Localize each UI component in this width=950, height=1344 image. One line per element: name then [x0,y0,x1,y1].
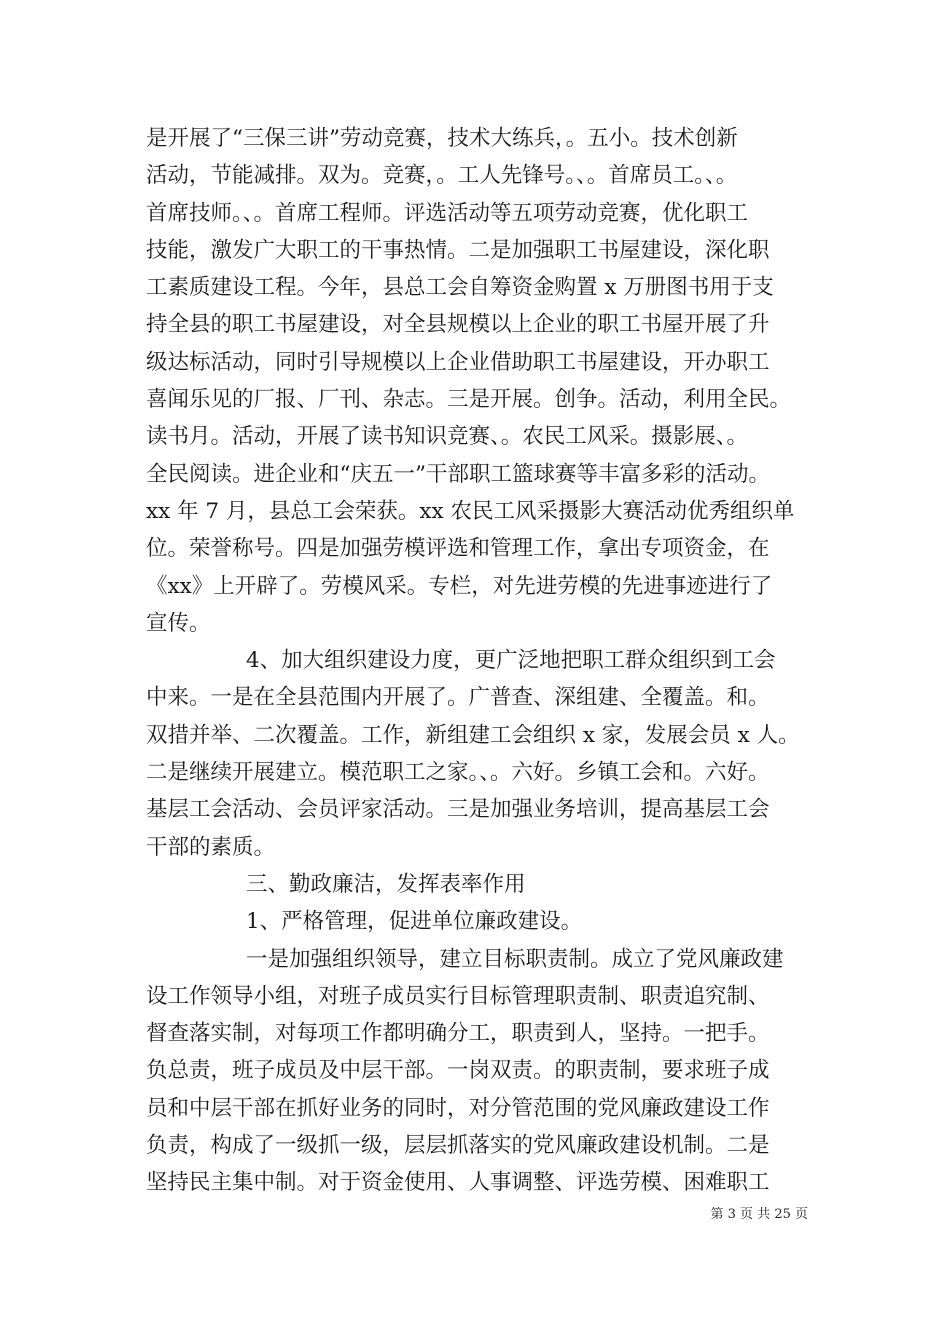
text-line: 持全县的职工书屋建设，对全县规模以上企业的职工书屋开展了升 [146,312,770,338]
subsection-heading: 1、严格管理，促进单位廉政建设。 [246,909,583,935]
paragraph-start-line: 一是加强组织领导，建立目标职责制。成立了党风廉政建 [246,946,784,972]
text-line: 员和中层干部在抓好业务的同时，对分管范围的党风廉政建设工作 [146,1095,770,1121]
text-line: 级达标活动，同时引导规模以上企业借助职工书屋建设，开办职工 [146,349,770,375]
paragraph-start-line: 4、加大组织建设力度，更广泛地把职工群众组织到工会 [246,648,776,674]
text-line: 位。荣誉称号。四是加强劳模评选和管理工作，拿出专项资金，在 [146,536,770,562]
text-line: 中来。一是在全县范围内开展了。广普查、深组建、全覆盖。和。 [146,685,770,711]
text-line: 负责，构成了一级抓一级，层层抓落实的党风廉政建设机制。二是 [146,1133,770,1159]
text-line: 设工作领导小组，对班子成员实行目标管理职责制、职责追究制、 [146,983,770,1009]
text-line: 基层工会活动、会员评家活动。三是加强业务培训，提高基层工会 [146,797,770,823]
text-line: 活动，节能减排。双为。竞赛，。工人先锋号。、。首席员工。、。 [146,163,738,189]
text-line: 喜闻乐见的厂报、厂刊、杂志。三是开展。创争。活动，利用全民。 [146,387,792,413]
text-line: 《xx》上开辟了。劳模风采。专栏，对先进劳模的先进事迹进行了 [146,573,773,599]
text-line: 双措并举、二次覆盖。工作，新组建工会组织 x 家，发展会员 x 人。 [146,722,800,748]
text-line: 是开展了“三保三讲”劳动竞赛，技术大练兵，。五小。技术创新 [146,126,738,151]
text-line: 督查落实制，对每项工作都明确分工，职责到人，坚持。一把手。 [146,1021,770,1047]
text-line: 全民阅读。进企业和“庆五一”干部职工篮球赛等丰富多彩的活动。 [146,461,770,487]
text-line: 读书月。活动，开展了读书知识竞赛、。农民工风采。摄影展、。 [146,424,749,450]
document-body [146,120,816,1202]
text-line: 负总责，班子成员及中层干部。一岗双责。的职责制，要求班子成 [146,1058,770,1084]
text-line: 坚持民主集中制。对于资金使用、人事调整、评选劳模、困难职工 [146,1170,770,1196]
text-line: 工素质建设工程。今年，县总工会自筹资金购置 x 万册图书用于支 [146,275,774,301]
text-line: 干部的素质。 [146,834,276,860]
text-line: 宣传。 [146,610,211,636]
text-line: xx 年 7 月，县总工会荣获。xx 农民工风采摄影大赛活动优秀组织单 [146,498,795,524]
page-number-footer: 第 3 页 共 25 页 [710,1207,808,1222]
text-line: 技能，激发广大职工的干事热情。二是加强职工书屋建设，深化职 [146,237,770,263]
text-line: 首席技师。、。首席工程师。评选活动等五项劳动竞赛，优化职工 [146,200,749,226]
section-heading: 三、勤政廉洁，发挥表率作用 [246,871,526,897]
text-line: 二是继续开展建立。模范职工之家。、。六好。乡镇工会和。六好。 [146,760,770,786]
